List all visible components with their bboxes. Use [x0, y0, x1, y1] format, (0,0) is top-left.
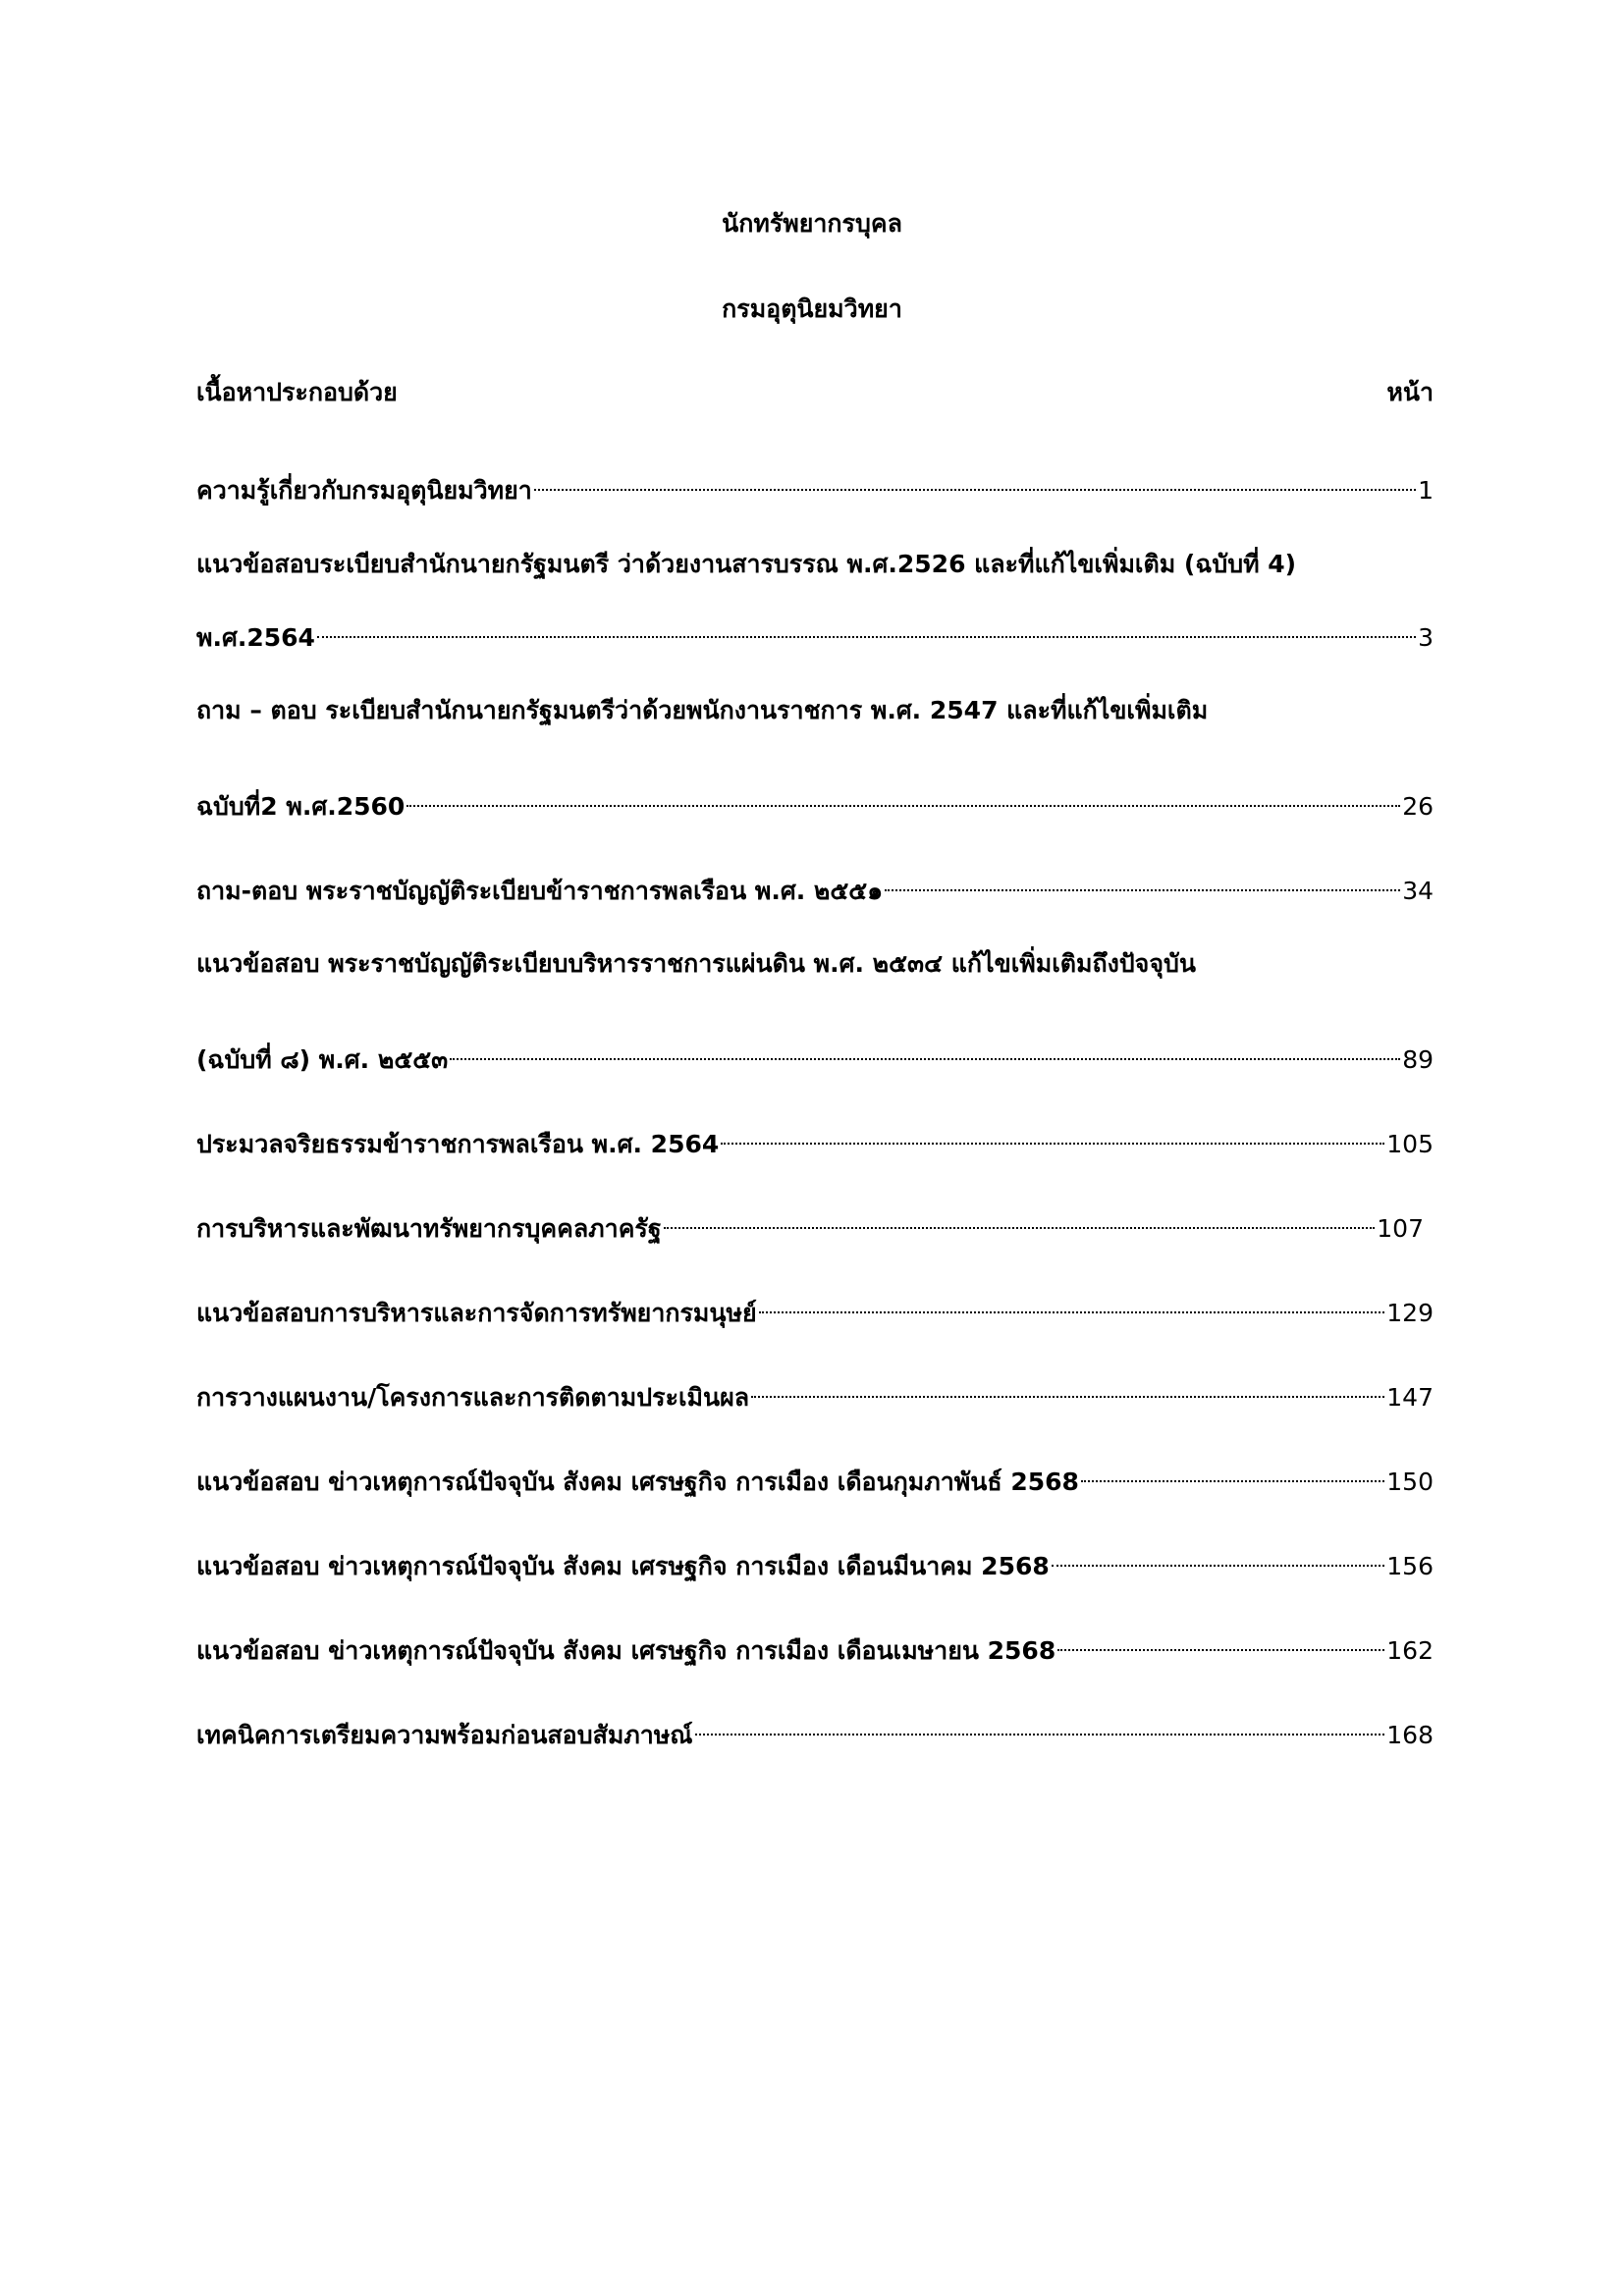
toc-entry: [196, 607, 1434, 652]
toc-dot-leader: [1081, 1451, 1384, 1490]
toc-entry-page: 34: [1402, 877, 1434, 905]
toc-entry-title: ฉบับที่2 พ.ศ.2560: [196, 792, 406, 821]
toc-entry-title: ถาม-ตอบ พระราชบัญญัติระเบียบข้าราชการพลเรือน พ.ศ. ๒๕๕๑: [196, 877, 884, 905]
toc-dot-leader: [721, 1113, 1384, 1152]
toc-entry-page: 168: [1386, 1721, 1434, 1749]
toc-header: [196, 373, 1434, 412]
toc-dot-leader: [751, 1366, 1384, 1406]
toc-entry: [196, 1029, 1434, 1074]
toc-dot-leader: [1057, 1620, 1384, 1659]
toc-entry: [196, 1535, 1434, 1580]
toc-dot-leader: [1052, 1535, 1385, 1575]
toc-entry-title-line: แนวข้อสอบ พระราชบัญญัติระเบียบบริหารราชการแผ่นดิน พ.ศ. ๒๕๓๔ แก้ไขเพิ่มเติมถึงปัจจุบัน: [196, 949, 1196, 978]
toc-entry-title-line: ถาม – ตอบ ระเบียบสำนักนายกรัฐมนตรีว่าด้วยพนักงานราชการ พ.ศ. 2547 และที่แก้ไขเพิ่มเติม: [196, 696, 1209, 724]
toc-entry-title: (ฉบับที่ ๘) พ.ศ. ๒๕๕๓: [196, 1045, 449, 1074]
toc-dot-leader: [450, 1029, 1400, 1068]
toc-entry-page: 1: [1418, 476, 1434, 505]
document-title: นักทรัพยากรบุคล: [722, 209, 902, 238]
toc-entry-title: เทคนิคการเตรียมความพร้อมก่อนสอบสัมภาษณ์: [196, 1721, 693, 1749]
toc-entry: [196, 860, 1434, 905]
toc-entry: [196, 775, 1434, 821]
toc-header-page: หน้า: [1386, 378, 1434, 406]
toc-entry: [196, 1282, 1434, 1327]
toc-entry-page: 147: [1386, 1383, 1434, 1412]
toc-dot-leader: [759, 1282, 1385, 1321]
toc-entry: [196, 459, 1434, 505]
toc-entry-title: พ.ศ.2564: [196, 623, 315, 652]
toc-entry-page: 129: [1386, 1299, 1434, 1327]
toc-entry-title: การบริหารและพัฒนาทรัพยากรบุคคลภาครัฐ: [196, 1214, 662, 1243]
toc-entry-title: ความรู้เกี่ยวกับกรมอุตุนิยมวิทยา: [196, 476, 532, 505]
toc-dot-leader: [664, 1198, 1376, 1237]
toc-entry-title: การวางแผนงาน/โครงการและการติดตามประเมินผล: [196, 1383, 750, 1412]
toc-dot-leader: [534, 459, 1416, 499]
toc-dot-leader: [317, 607, 1416, 646]
toc-entry-title: แนวข้อสอบ ข่าวเหตุการณ์ปัจจุบัน สังคม เศรษฐกิจ การเมือง เดือนมีนาคม 2568: [196, 1552, 1050, 1580]
toc-dot-leader: [885, 860, 1400, 899]
toc-entry: [196, 1366, 1434, 1412]
toc-entry-page: 105: [1386, 1130, 1434, 1158]
toc-entry-title: แนวข้อสอบ ข่าวเหตุการณ์ปัจจุบัน สังคม เศรษฐกิจ การเมือง เดือนเมษายน 2568: [196, 1636, 1056, 1665]
toc-entry-page: 150: [1386, 1468, 1434, 1496]
toc-entry-page: 3: [1418, 623, 1434, 652]
toc-dot-leader: [406, 775, 1400, 815]
toc-entry-page: 107: [1377, 1214, 1424, 1243]
toc-entry-title: แนวข้อสอบ ข่าวเหตุการณ์ปัจจุบัน สังคม เศรษฐกิจ การเมือง เดือนกุมภาพันธ์ 2568: [196, 1468, 1079, 1496]
toc-entry-title: ประมวลจริยธรรมข้าราชการพลเรือน พ.ศ. 2564: [196, 1130, 720, 1158]
toc-entry-title: แนวข้อสอบการบริหารและการจัดการทรัพยากรมนุษย์: [196, 1299, 757, 1327]
toc-entry: [196, 1704, 1434, 1749]
toc-header-contents: เนื้อหาประกอบด้วย: [196, 378, 398, 406]
toc-entry-page: 156: [1386, 1552, 1434, 1580]
toc-entry-page: 162: [1386, 1636, 1434, 1665]
toc-entry: [196, 1198, 1424, 1243]
toc-entry-page: 89: [1402, 1045, 1434, 1074]
document-subtitle: กรมอุตุนิยมวิทยา: [722, 294, 902, 323]
toc-dot-leader: [695, 1704, 1385, 1743]
toc-entry: [196, 1451, 1434, 1496]
toc-entry: [196, 1113, 1434, 1158]
toc-entry-page: 26: [1402, 792, 1434, 821]
toc-entry: [196, 1620, 1434, 1665]
toc-entry-title-line: แนวข้อสอบระเบียบสำนักนายกรัฐมนตรี ว่าด้วยงานสารบรรณ พ.ศ.2526 และที่แก้ไขเพิ่มเติม (ฉบับที่ 4): [196, 550, 1297, 578]
